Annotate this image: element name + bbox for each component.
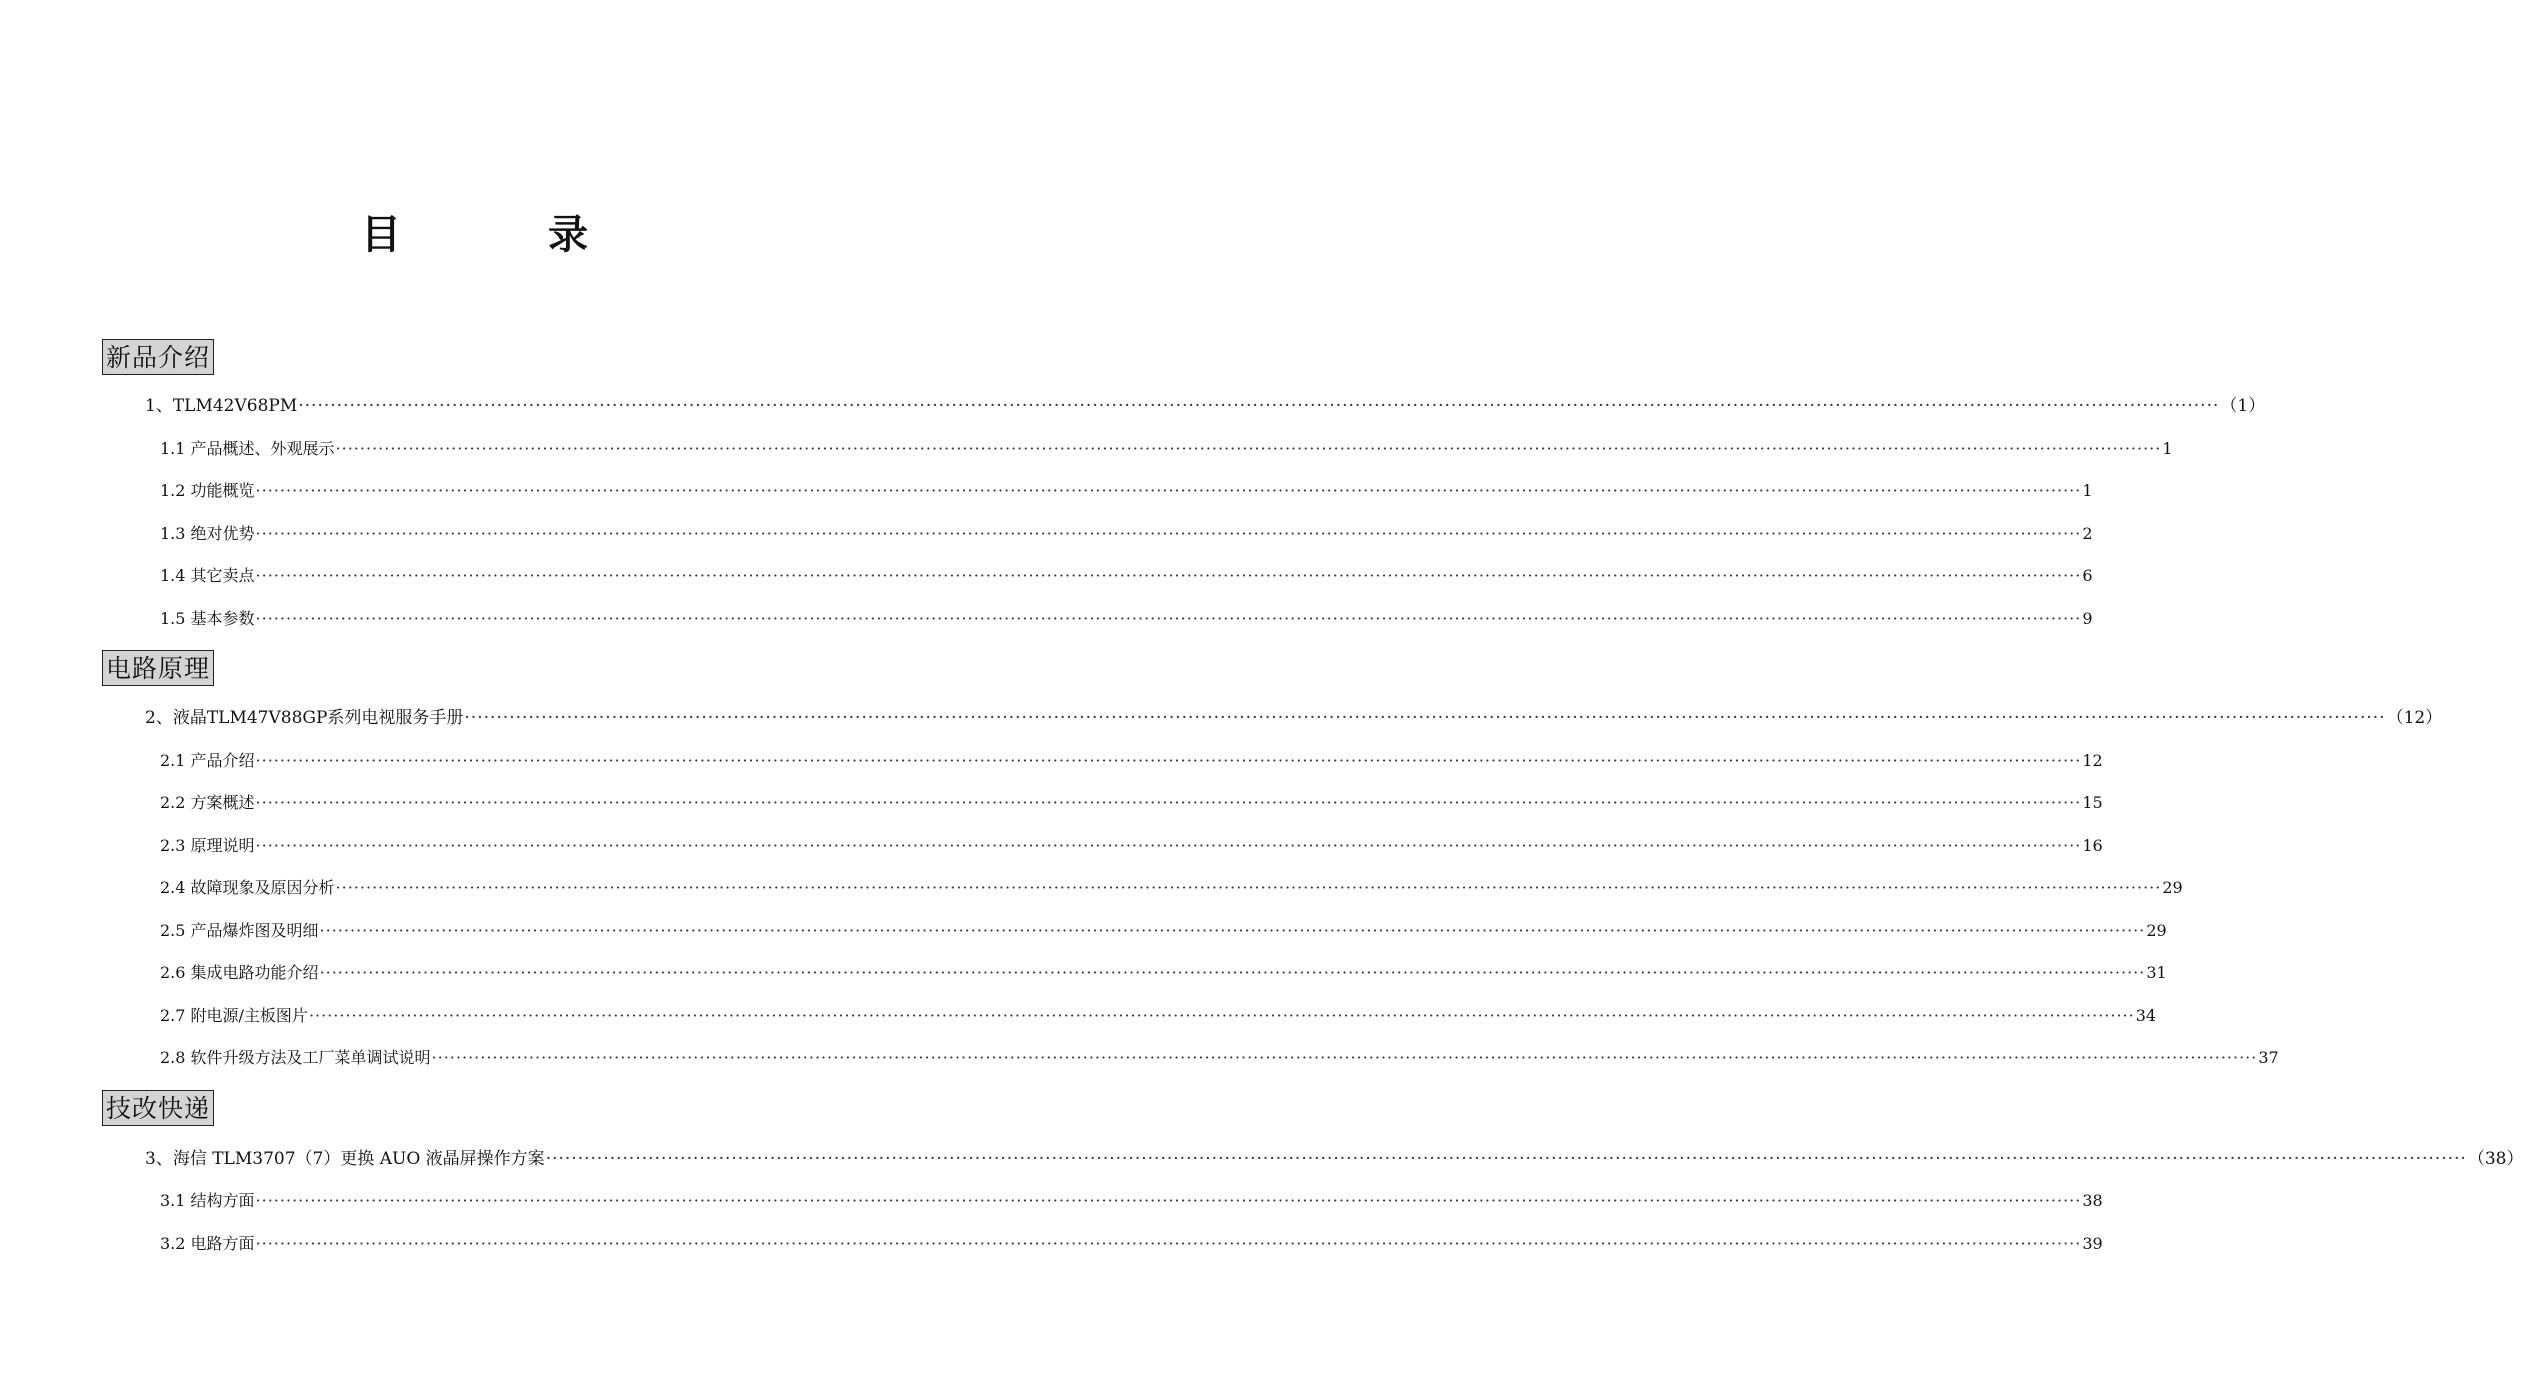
toc-item-label: 2.1 产品介绍 xyxy=(160,751,255,770)
toc-item-page: 34 xyxy=(2135,1006,2157,1025)
leader-dots: ············································································································································································································································································································ xyxy=(255,1234,2082,1253)
toc-item-label: 2.4 故障现象及原因分析 xyxy=(160,878,335,897)
toc-entry-page: （12） xyxy=(2386,708,2443,728)
toc-item-label: 2.7 附电源/主板图片 xyxy=(160,1006,308,1025)
leader-dots: ············································································································································································································································································································ xyxy=(255,524,2082,543)
toc-item-label: 2.3 原理说明 xyxy=(160,836,255,855)
toc-item-page: 16 xyxy=(2082,836,2103,855)
toc-item-2-7[interactable] xyxy=(160,1004,2157,1028)
toc-item-1-4[interactable] xyxy=(160,564,2093,588)
toc-entry-label: 1、TLM42V68PM xyxy=(145,396,298,416)
page-title xyxy=(0,203,950,259)
toc-item-3-2[interactable] xyxy=(160,1232,2103,1256)
toc-item-page: 37 xyxy=(2258,1048,2279,1067)
toc-item-label: 1.5 基本参数 xyxy=(160,609,255,628)
toc-item-2-4[interactable] xyxy=(160,876,2183,900)
title-char-2: 录 xyxy=(548,212,588,258)
toc-item-page: 6 xyxy=(2082,566,2093,585)
section-heading-tech-updates: 技改快递 xyxy=(102,1090,214,1126)
leader-dots: ············································································································································································································································································································ xyxy=(255,566,2082,585)
toc-item-page: 29 xyxy=(2162,878,2183,897)
toc-item-label: 3.1 结构方面 xyxy=(160,1191,255,1210)
toc-item-label: 1.4 其它卖点 xyxy=(160,566,255,585)
toc-entry-label: 2、液晶TLM47V88GP系列电视服务手册 xyxy=(145,708,464,728)
leader-dots: ············································································································································································································································································································ xyxy=(545,1149,2467,1169)
toc-item-label: 3.2 电路方面 xyxy=(160,1234,255,1253)
leader-dots: ············································································································································································································································································································ xyxy=(255,481,2082,500)
toc-entry-1[interactable] xyxy=(145,394,2266,418)
leader-dots: ············································································································································································································································································································ xyxy=(335,878,2162,897)
section-heading-circuit-principles: 电路原理 xyxy=(102,650,214,686)
toc-item-page: 12 xyxy=(2082,751,2103,770)
toc-item-page: 38 xyxy=(2082,1191,2103,1210)
toc-item-1-3[interactable] xyxy=(160,522,2093,546)
toc-item-2-6[interactable] xyxy=(160,961,2167,985)
toc-item-label: 2.6 集成电路功能介绍 xyxy=(160,963,319,982)
toc-item-1-5[interactable] xyxy=(160,607,2093,631)
toc-item-label: 2.2 方案概述 xyxy=(160,793,255,812)
leader-dots: ············································································································································································································································································································ xyxy=(298,396,2220,416)
leader-dots: ············································································································································································································································································································ xyxy=(255,751,2082,770)
toc-item-2-2[interactable] xyxy=(160,791,2103,815)
leader-dots: ············································································································································································································································································································ xyxy=(319,921,2146,940)
toc-item-label: 2.8 软件升级方法及工厂菜单调试说明 xyxy=(160,1048,431,1067)
title-char-1: 目 xyxy=(361,212,401,258)
leader-dots: ············································································································································································································································································································ xyxy=(335,439,2162,458)
toc-item-page: 15 xyxy=(2082,793,2103,812)
leader-dots: ············································································································································································································································································································ xyxy=(308,1006,2135,1025)
toc-item-page: 1 xyxy=(2082,481,2093,500)
toc-item-2-1[interactable] xyxy=(160,749,2103,773)
toc-item-1-1[interactable] xyxy=(160,437,2173,461)
toc-item-page: 9 xyxy=(2082,609,2093,628)
toc-item-2-8[interactable] xyxy=(160,1046,2279,1070)
toc-entry-page: （1） xyxy=(2220,396,2266,416)
toc-item-label: 1.3 绝对优势 xyxy=(160,524,255,543)
toc-entry-page: （38） xyxy=(2467,1149,2523,1169)
leader-dots: ············································································································································································································································································································ xyxy=(255,836,2082,855)
toc-item-label: 2.5 产品爆炸图及明细 xyxy=(160,921,319,940)
toc-item-page: 2 xyxy=(2082,524,2093,543)
leader-dots: ············································································································································································································································································································ xyxy=(255,609,2082,628)
leader-dots: ············································································································································································································································································································ xyxy=(319,963,2146,982)
leader-dots: ············································································································································································································································································································ xyxy=(255,1191,2082,1210)
toc-item-2-5[interactable] xyxy=(160,919,2167,943)
toc-item-2-3[interactable] xyxy=(160,834,2103,858)
leader-dots: ············································································································································································································································································································ xyxy=(431,1048,2258,1067)
toc-item-page: 31 xyxy=(2146,963,2167,982)
toc-item-1-2[interactable] xyxy=(160,479,2093,503)
toc-entry-label: 3、海信 TLM3707（7）更换 AUO 液晶屏操作方案 xyxy=(145,1149,545,1169)
toc-item-page: 39 xyxy=(2082,1234,2103,1253)
toc-item-label: 1.1 产品概述、外观展示 xyxy=(160,439,335,458)
toc-item-label: 1.2 功能概览 xyxy=(160,481,255,500)
toc-item-page: 29 xyxy=(2146,921,2167,940)
toc-entry-3[interactable] xyxy=(145,1147,2523,1171)
leader-dots: ············································································································································································································································································································ xyxy=(255,793,2082,812)
leader-dots: ············································································································································································································································································································ xyxy=(464,708,2386,728)
toc-entry-2[interactable] xyxy=(145,706,2443,730)
section-heading-new-products: 新品介绍 xyxy=(102,339,214,375)
toc-item-3-1[interactable] xyxy=(160,1189,2103,1213)
toc-item-page: 1 xyxy=(2162,439,2173,458)
